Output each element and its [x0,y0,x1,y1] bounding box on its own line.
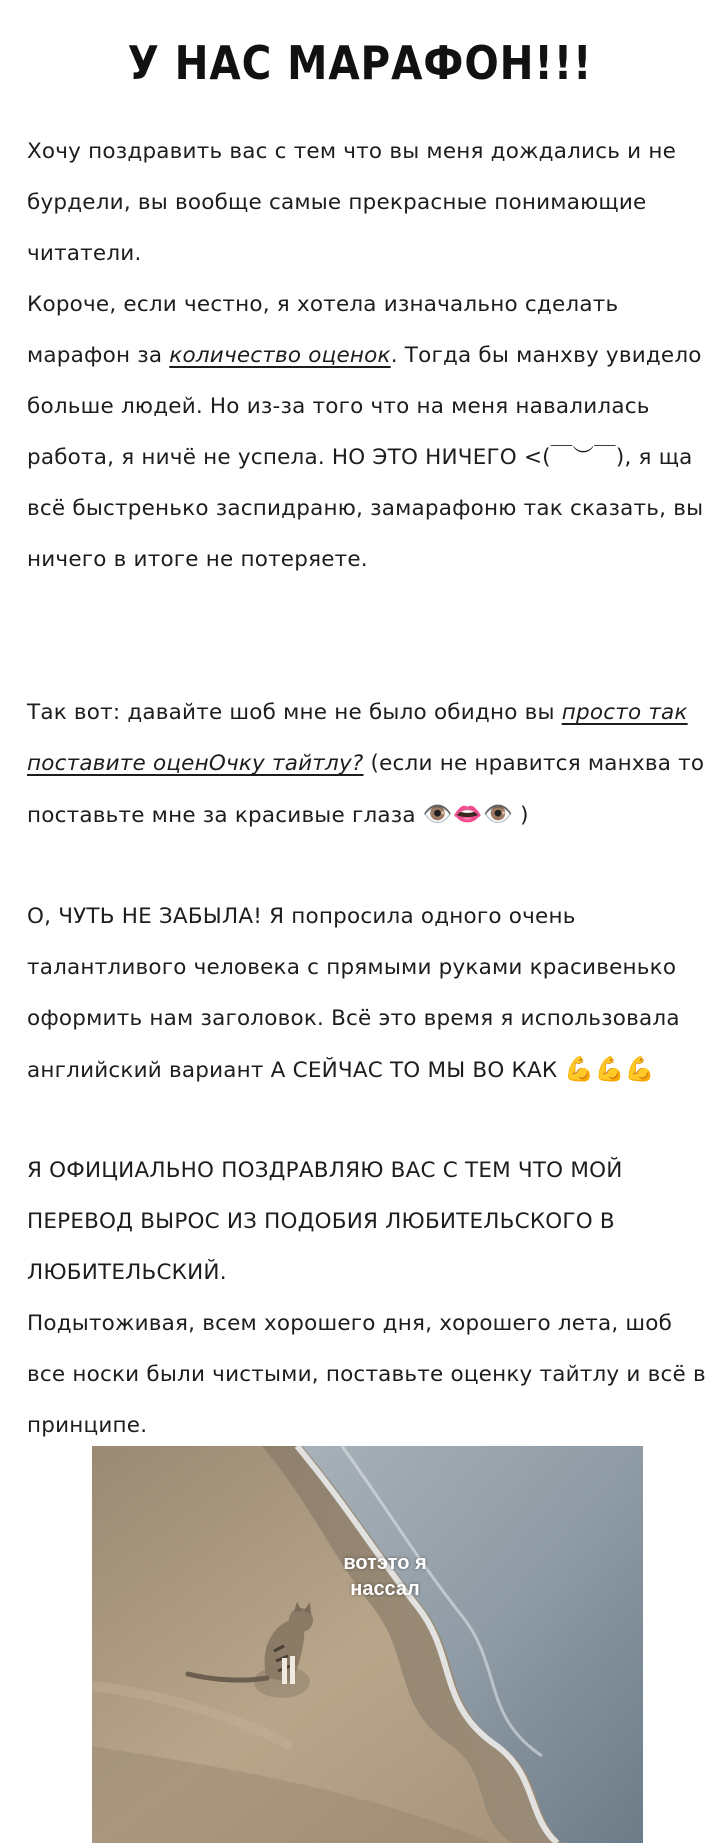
cat-on-beach-image [92,1446,643,1843]
paragraph-marathon-text-b: . Тогда бы манхву увидело больше людей. Но из-за того что на меня навалилась работа, я ничё не успела. НО ЭТО НИЧЕГО <(￣︶￣), я ща всё быстренько заспидраню, замарафоню так сказать, вы ничего в итоге не потеряете. [27,343,704,572]
paragraph-request-text-b: (если не нравится манхва то поставьте мне за красивые глаза [27,751,705,828]
paragraph-marathon [27,279,717,585]
paragraph-request-text-a: Так вот: давайте шоб мне не было обидно вы [27,700,562,725]
paragraph-summary: Подытоживая, всем хорошего дня, хорошего лета, шоб все носки были чистыми, поставьте оценку тайтлу и всё в принципе. [27,1311,706,1438]
paragraph-request-close: ) [513,803,529,828]
paragraph-header-news [27,891,717,1096]
eyes-mouth-emoji-icon: 👁️👄👁️ [422,800,514,828]
paragraph-greeting: Хочу поздравить вас с тем что вы меня дождались и не бурдели, вы вообще самые прекрасные понимающие читатели. [27,139,677,266]
flexed-biceps-icon: 💪💪💪 [564,1055,655,1083]
paragraph-request [27,687,717,841]
meme-caption-line1: вотэто я [343,1552,427,1574]
page-title: У НАС МАРАФОН!!! [127,36,593,90]
rate-title-link[interactable]: просто так поставите оценОчку тайтлу? [27,700,688,776]
paragraph-header-news-text: О, ЧУТЬ НЕ ЗАБЫЛА! Я попросила одного очень талантливого человека с прямыми руками красивенько оформить нам заголовок. Всё это время я использовала английский вариант А СЕЙЧАС ТО МЫ ВО КАК [27,904,680,1083]
meme-caption-line2: нассал [350,1578,420,1600]
paragraph-marathon-text-a: Короче, если честно, я хотела изначально сделать марафон за [27,292,619,368]
paragraph-congrats: Я ОФИЦИАЛЬНО ПОЗДРАВЛЯЮ ВАС С ТЕМ ЧТО МОЙ ПЕРЕВОД ВЫРОС ИЗ ПОДОБИЯ ЛЮБИТЕЛЬСКОГО В ЛЮБИТЕЛЬСКИЙ. [27,1158,623,1285]
ratings-count-link[interactable]: количество оценок [169,343,391,368]
meme-caption [290,1550,480,1602]
